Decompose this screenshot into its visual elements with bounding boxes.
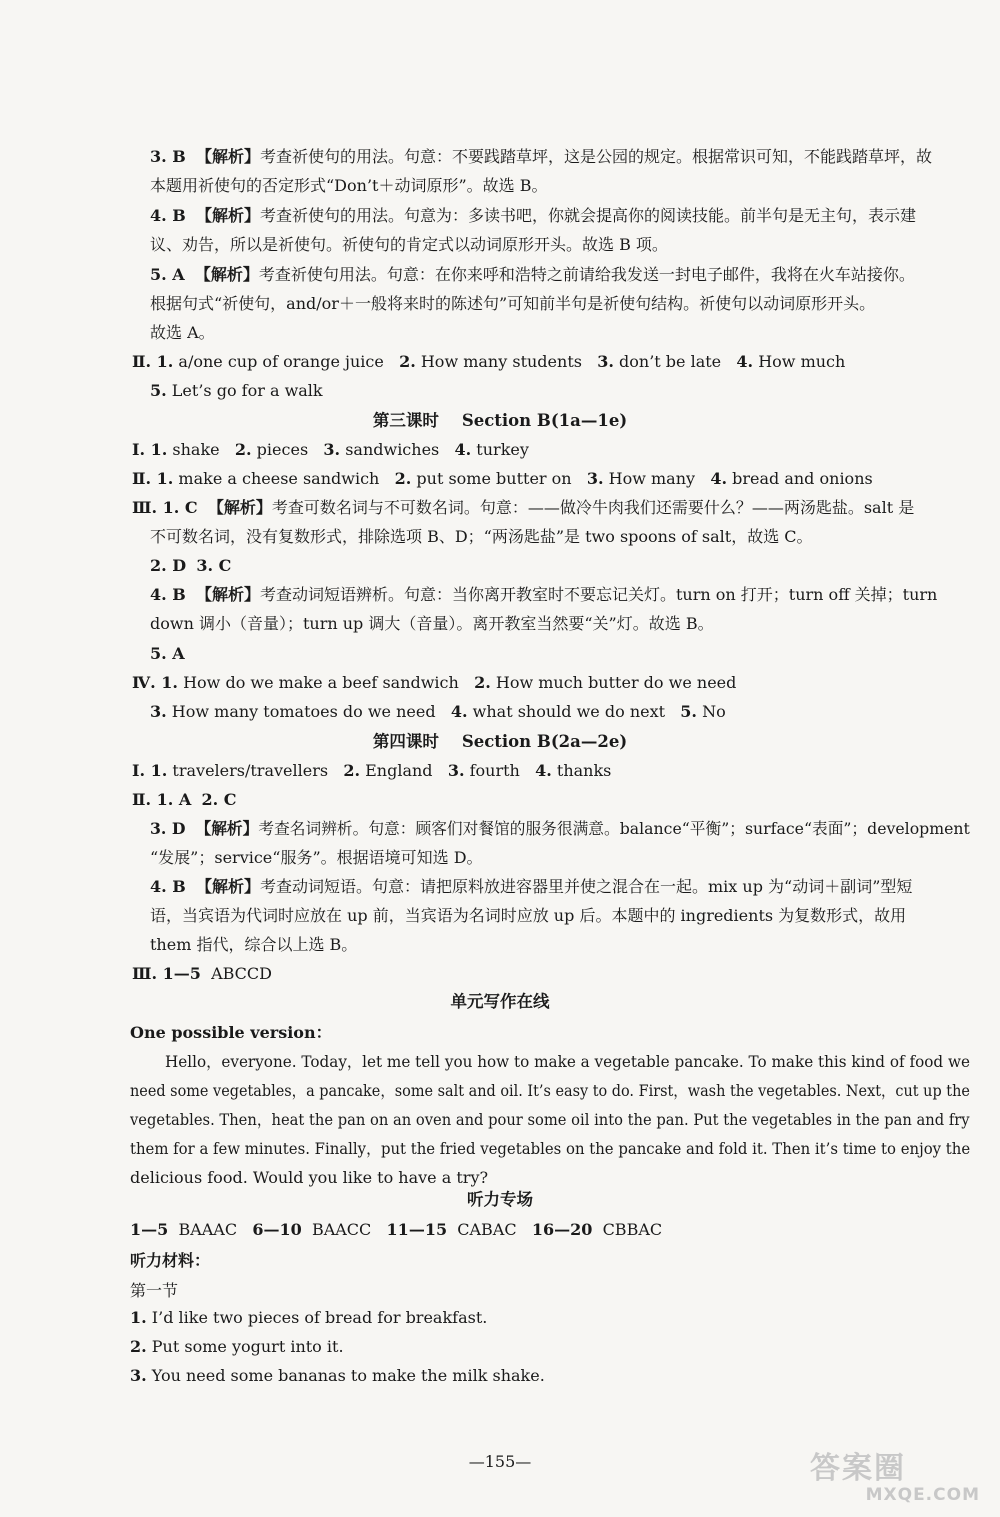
text-line [150, 847, 483, 869]
bold-label: 5. A [150, 644, 185, 663]
line-text: How much [753, 352, 846, 371]
text-line [150, 555, 231, 577]
line-text: BAACC [301, 1220, 387, 1239]
line-text: vegetables. Then，heat the pan on an oven and pour some oil into the pan. Put the vegetables in the pan and fry [130, 1110, 970, 1129]
bold-label: 4. B [150, 206, 186, 225]
line-text: CABAC [447, 1220, 532, 1239]
text-line [150, 613, 714, 635]
bold-label: 2. [234, 440, 252, 459]
line-text: them for a few minutes. Finally，put the fried vegetables on the pancake and fold it. Then it’s time to enjoy the [130, 1139, 971, 1158]
line-text: 考查动词短语。句意：请把原料放进容器里并使之混合在一起。mix up 为“动词＋副词”型短 [259, 877, 913, 896]
text-line [132, 672, 736, 694]
line-text: How many tomatoes do we need [166, 702, 451, 721]
line-text [186, 556, 196, 575]
line-text: 第一节 [130, 1281, 179, 1300]
line-text: need some vegetables，a pancake，some salt and oil. It’s easy to do. First，wash the vegetables. Next，cut up the [130, 1081, 970, 1100]
line-text: 考查祈使句的用法。句意：不要践踏草坪，这是公园的规定。根据常识可知，不能践踏草坪，故 [259, 147, 932, 166]
line-text: down 调小（音量）；turn up 调大（音量）。离开教室当然要“关”灯。故选 B。 [150, 614, 714, 633]
line-text: a/one cup of orange juice [173, 352, 400, 371]
watermark [810, 1452, 980, 1508]
bold-label: 3. C [196, 556, 232, 575]
bold-label: 3. B [150, 147, 186, 166]
text-line [150, 293, 875, 315]
bold-label: Ⅰ. 1. [132, 761, 168, 780]
text-line [150, 322, 215, 344]
text-line [132, 497, 914, 519]
line-text: No [697, 702, 726, 721]
bold-label: Ⅰ. 1. [132, 440, 168, 459]
bold-label: Ⅲ. 1. C [132, 498, 198, 517]
line-text: 考查祈使句用法。句意：在你来呼和浩特之前请给我发送一封电子邮件，我将在火车站接你。 [258, 265, 915, 284]
bold-label: 听力材料： [130, 1251, 211, 1270]
line-text: put some butter on [411, 469, 587, 488]
line-text: 不可数名词，没有复数形式，排除选项 B、D；“两汤匙盐”是 two spoons of salt，故选 C。 [150, 527, 813, 546]
line-text: travelers/travellers [167, 761, 344, 780]
line-text: ABCCD [200, 964, 272, 983]
bold-label: 2. [474, 673, 491, 692]
line-text [186, 206, 196, 225]
bold-label: 2. [130, 1337, 147, 1356]
line-text: thanks [551, 761, 612, 780]
bold-label: 3. D [150, 819, 186, 838]
bold-label: 3. [597, 352, 614, 371]
line-text [186, 147, 196, 166]
line-text: How do we make a beef sandwich [178, 673, 475, 692]
line-text [186, 819, 196, 838]
bold-label: 3. [150, 702, 167, 721]
bold-label: 【解析】 [195, 819, 259, 838]
line-text: 议、劝告，所以是祈使句。祈使句的肯定式以动词原形开头。故选 B 项。 [150, 235, 668, 254]
line-text: bread and onions [727, 469, 873, 488]
line-text: Hello，everyone. Today，let me tell you how to make a vegetable pancake. To make this kind of food we [165, 1052, 971, 1071]
bold-label: 【解析】 [195, 585, 260, 604]
line-text: 根据句式“祈使句，and/or＋一般将来时的陈述句”可知前半句是祈使句结构。祈使句以动词原形开头。 [150, 294, 876, 313]
text-line [132, 468, 873, 490]
line-text: BAAAC [168, 1220, 253, 1239]
line-text: 考查可数名词与不可数名词。句意：——做冷牛肉我们还需要什么？——两汤匙盐。salt 是 [271, 498, 915, 517]
text-line [132, 760, 611, 782]
text-line [130, 1167, 488, 1189]
bold-label: Ⅱ. 1. [132, 469, 174, 488]
text-line [150, 146, 932, 168]
text-line [150, 264, 915, 286]
line-text: CBBAC [592, 1220, 663, 1239]
section-heading: 第四课时 Section B(2a—2e) [372, 732, 628, 751]
bold-label: 3. [586, 469, 604, 488]
line-text: delicious food. Would you like to have a try? [130, 1168, 489, 1187]
bold-label: 4. [710, 469, 728, 488]
text-line [130, 1250, 210, 1272]
text-line [150, 380, 323, 402]
text-line [150, 876, 912, 898]
text-line [132, 963, 272, 985]
line-text [198, 498, 208, 517]
text-line [150, 205, 916, 227]
line-text [186, 877, 196, 896]
bold-label: 【解析】 [194, 265, 259, 284]
bold-label: 11—15 [386, 1220, 448, 1239]
section-heading: 单元写作在线 [450, 992, 550, 1011]
line-text: How many [603, 469, 711, 488]
bold-label: 1—5 [130, 1220, 169, 1239]
line-text [186, 585, 196, 604]
bold-label: 4. B [150, 585, 186, 604]
text-line [130, 1219, 662, 1241]
text-line [150, 905, 906, 927]
bold-label: 5. [680, 702, 697, 721]
text-line [130, 1022, 332, 1044]
bold-label: One possible version： [130, 1023, 332, 1042]
bold-label: 4. [535, 761, 552, 780]
section-heading: 听力专场 [467, 1190, 533, 1209]
text-line [132, 789, 237, 811]
line-text: what should we do next [467, 702, 681, 721]
text-line [150, 643, 185, 665]
line-text: I’d like two pieces of bread for breakfast. [146, 1308, 488, 1327]
watermark-url: MXQE.COM [865, 1485, 980, 1505]
bold-label: Ⅳ. 1. [132, 673, 178, 692]
text-line [130, 1109, 970, 1131]
bold-label: 2. D [150, 556, 187, 575]
line-text: make a cheese sandwich [173, 469, 395, 488]
bold-label: 2. [343, 761, 361, 780]
bold-label: 5. [150, 381, 167, 400]
text-line [150, 175, 548, 197]
line-text: them 指代，综合以上选 B。 [150, 935, 358, 954]
text-line [130, 1336, 344, 1358]
bold-label: 2. [394, 469, 412, 488]
text-line [130, 1307, 487, 1329]
text-line [150, 526, 813, 548]
bold-label: 16—20 [531, 1220, 593, 1239]
bold-label: 6—10 [252, 1220, 302, 1239]
line-text: Put some yogurt into it. [146, 1337, 344, 1356]
bold-label: 4. B [150, 877, 186, 896]
text-line [130, 1138, 970, 1160]
text-line [130, 1080, 970, 1102]
bold-label: 1. [130, 1308, 147, 1327]
line-text: sandwiches [340, 440, 455, 459]
bold-label: 【解析】 [195, 877, 260, 896]
text-line [165, 1051, 970, 1073]
line-text: shake [167, 440, 235, 459]
line-text: 故选 A。 [150, 323, 215, 342]
text-line [150, 701, 726, 723]
bold-label: 2. C [201, 790, 237, 809]
line-text: fourth [464, 761, 536, 780]
line-text: pieces [251, 440, 324, 459]
line-text: Let’s go for a walk [166, 381, 323, 400]
bold-label: 4. [450, 702, 468, 721]
line-text: “发展”；service“服务”。根据语境可知选 D。 [150, 848, 483, 867]
watermark-chinese: 答案圈 [810, 1451, 906, 1486]
bold-label: 2. [399, 352, 416, 371]
text-line [150, 818, 970, 840]
text-line [130, 1365, 545, 1387]
bold-label: 3. [130, 1366, 147, 1385]
text-line [132, 351, 845, 373]
line-text: 考查名词辨析。句意：顾客们对餐馆的服务很满意。balance“平衡”；surface“表面”；development [258, 819, 970, 838]
line-text: You need some bananas to make the milk shake. [146, 1366, 545, 1385]
line-text: How much butter do we need [490, 673, 737, 692]
bold-label: Ⅱ. 1. A [132, 790, 192, 809]
bold-label: Ⅲ. 1—5 [132, 964, 201, 983]
bold-label: 【解析】 [195, 206, 260, 225]
bold-label: 3. [447, 761, 465, 780]
bold-label: 【解析】 [195, 147, 260, 166]
text-line [150, 584, 937, 606]
line-text: don’t be late [613, 352, 737, 371]
line-text: England [360, 761, 448, 780]
line-text [191, 790, 201, 809]
bold-label: 4. [736, 352, 754, 371]
section-heading: 第三课时 Section B(1a—1e) [372, 411, 628, 430]
bold-label: 5. A [150, 265, 185, 284]
line-text: How many students [415, 352, 598, 371]
text-line [130, 1280, 178, 1302]
text-line [150, 234, 668, 256]
line-text: 考查动词短语辨析。句意：当你离开教室时不要忘记关灯。turn on 打开；turn off 关掉；turn [259, 585, 938, 604]
bold-label: 【解析】 [207, 498, 272, 517]
bold-label: 4. [454, 440, 472, 459]
text-line [132, 439, 529, 461]
line-text: turkey [471, 440, 529, 459]
page-number: —155— [468, 1452, 532, 1471]
line-text [185, 265, 195, 284]
bold-label: Ⅱ. 1. [132, 352, 174, 371]
line-text: 考查祈使句的用法。句意为：多读书吧，你就会提高你的阅读技能。前半句是无主句，表示建 [259, 206, 916, 225]
line-text: 本题用祈使句的否定形式“Don’t＋动词原形”。故选 B。 [150, 176, 548, 195]
text-line [150, 934, 357, 956]
bold-label: 3. [323, 440, 341, 459]
line-text: 语，当宾语为代词时应放在 up 前，当宾语为名词时应放 up 后。本题中的 ingredients 为复数形式，故用 [150, 906, 907, 925]
